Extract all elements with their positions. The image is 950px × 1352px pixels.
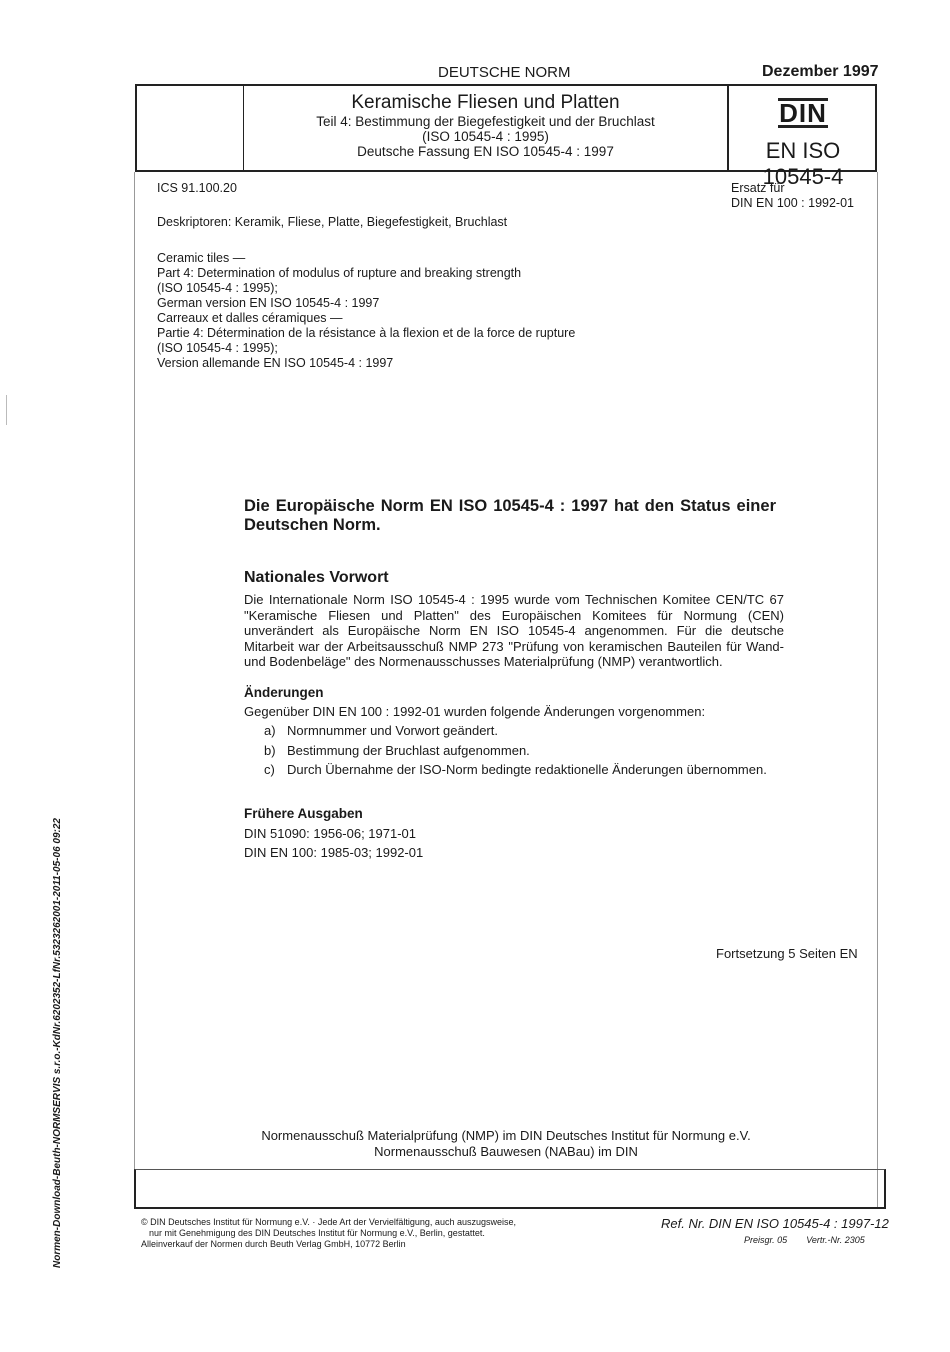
french-title-line: Version allemande EN ISO 10545-4 : 1997	[157, 356, 394, 370]
footer-frame-box	[134, 1169, 886, 1209]
frame-line-right	[877, 172, 879, 1209]
list-item-letter: a)	[264, 723, 276, 738]
price-info	[744, 1235, 865, 1245]
distribution-number: Vertr.-Nr. 2305	[806, 1235, 865, 1245]
list-item	[244, 723, 779, 739]
document-version: Deutsche Fassung EN ISO 10545-4 : 1997	[357, 144, 614, 159]
title-block	[244, 92, 727, 159]
copyright-notice	[141, 1217, 516, 1250]
previous-editions	[244, 824, 423, 862]
descriptors: Deskriptoren: Keramik, Fliese, Platte, Biegefestigkeit, Bruchlast	[157, 215, 508, 229]
document-part: Teil 4: Bestimmung der Biegefestigkeit und der Bruchlast	[316, 114, 655, 129]
changes-list	[244, 723, 779, 782]
publication-date: Dezember 1997	[762, 63, 879, 80]
standard-number: EN ISO 10545-4	[762, 138, 844, 189]
vorwort-heading: Nationales Vorwort	[244, 569, 389, 586]
replacement-label: Ersatz für	[731, 181, 785, 195]
copyright-line: © DIN Deutsches Institut für Normung e.V. · Jede Art der Vervielfältigung, auch auszugsweise,	[141, 1217, 516, 1227]
document-iso-ref: (ISO 10545-4 : 1995)	[422, 129, 549, 144]
foreign-titles	[157, 251, 575, 371]
previous-editions-heading: Frühere Ausgaben	[244, 806, 363, 821]
list-item-text: Durch Übernahme der ISO-Norm bedingte redaktionelle Änderungen übernommen.	[287, 762, 767, 777]
committee-line: Normenausschuß Materialprüfung (NMP) im DIN Deutsches Institut für Normung e.V.	[261, 1128, 751, 1143]
download-watermark: Normen-Download-Beuth-NORMSERVIS s.r.o.-KdNr.6202352-LfNr.5323262001-2011-05-06 09:22	[52, 818, 63, 1268]
committees	[135, 1128, 877, 1160]
english-title-line: Ceramic tiles —	[157, 251, 246, 265]
frame-line-left	[134, 172, 136, 1209]
price-group: Preisgr. 05	[744, 1235, 788, 1245]
committee-line: Normenausschuß Bauwesen (NABau) im DIN	[374, 1144, 638, 1159]
norm-type-label: DEUTSCHE NORM	[438, 64, 571, 81]
french-title-line: (ISO 10545-4 : 1995);	[157, 341, 278, 355]
reference-number: Ref. Nr. DIN EN ISO 10545-4 : 1997-12	[661, 1216, 889, 1231]
previous-edition-line: DIN EN 100: 1985-03; 1992-01	[244, 845, 424, 860]
french-title-line: Carreaux et dalles céramiques —	[157, 311, 343, 325]
ics-code: ICS 91.100.20	[157, 181, 237, 195]
list-item-text: Bestimmung der Bruchlast aufgenommen.	[287, 742, 530, 758]
english-title-line: Part 4: Determination of modulus of rupture and breaking strength	[157, 266, 522, 280]
copyright-line: nur mit Genehmigung des DIN Deutsches Institut für Normung e.V., Berlin, gestattet.	[149, 1228, 485, 1238]
copyright-line: Alleinverkauf der Normen durch Beuth Verlag GmbH, 10772 Berlin	[141, 1239, 406, 1249]
replacement-info	[731, 181, 854, 211]
replacement-value: DIN EN 100 : 1992-01	[731, 196, 854, 210]
english-title-line: German version EN ISO 10545-4 : 1997	[157, 296, 380, 310]
list-item-letter: b)	[264, 742, 276, 758]
list-item	[244, 743, 779, 759]
list-item-letter: c)	[264, 762, 275, 777]
list-item-text: Normnummer und Vorwort geändert.	[287, 723, 498, 738]
vorwort-text: Die Internationale Norm ISO 10545-4 : 1995 wurde vom Technischen Komitee CEN/TC 67 "Keramische Fliesen und Platten" des Europäischen Komitees für Normung (CEN) unverändert als Europäische Norm EN ISO 10545-4 angenommen. Für die deutsche Mitarbeit war der Arbeitsausschuß NMP 273 "Prüfung von keramischen Bauteilen für Wand- und Bodenbeläge" des Normenausschusses Materialprüfung (NMP) verantwortlich.	[244, 592, 784, 669]
document-title: Keramische Fliesen und Platten	[351, 92, 620, 113]
changes-intro: Gegenüber DIN EN 100 : 1992-01 wurden folgende Änderungen vorgenommen:	[244, 704, 706, 719]
continuation-note: Fortsetzung 5 Seiten EN	[716, 946, 858, 961]
list-item	[244, 762, 779, 778]
scan-mark	[6, 395, 8, 425]
english-title-line: (ISO 10545-4 : 1995);	[157, 281, 278, 295]
changes-heading: Änderungen	[244, 685, 324, 700]
french-title-line: Partie 4: Détermination de la résistance à la flexion et de la force de rupture	[157, 326, 576, 340]
status-statement: Die Europäische Norm EN ISO 10545-4 : 1997 hat den Status einer Deutschen Norm.	[244, 497, 776, 534]
previous-edition-line: DIN 51090: 1956-06; 1971-01	[244, 826, 417, 841]
din-logo-text: DIN	[779, 98, 827, 128]
din-logo	[729, 98, 877, 128]
